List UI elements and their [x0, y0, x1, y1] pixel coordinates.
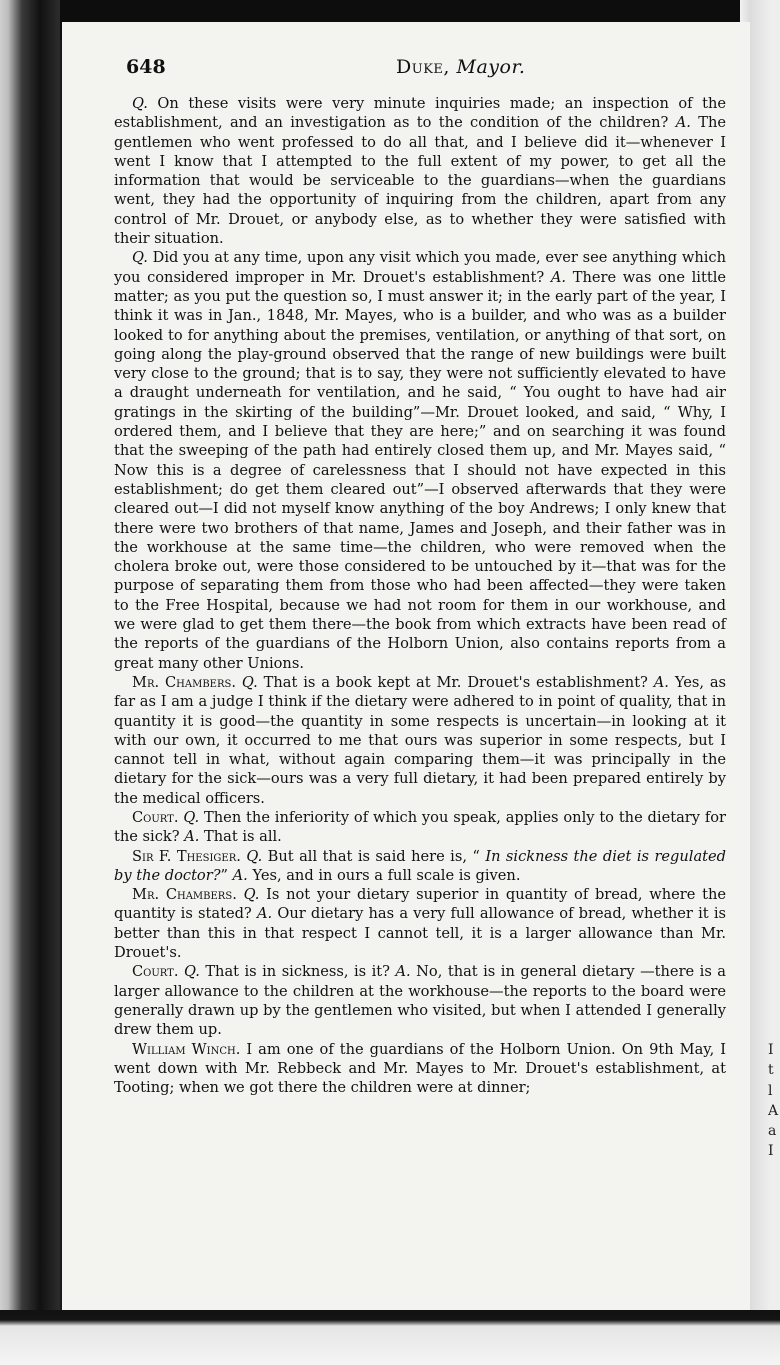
- book-spine-shadow: [0, 0, 60, 1365]
- paragraph: [114, 808, 726, 847]
- page-number: 648: [126, 56, 166, 78]
- speaker-name: Court.: [132, 808, 179, 826]
- italic-text: Q.: [183, 963, 200, 981]
- facing-page-fragment: l: [768, 1082, 773, 1099]
- paragraph: [114, 248, 726, 673]
- italic-text: Q.: [241, 673, 258, 691]
- book-page: [62, 22, 750, 1312]
- italic-text: Q.: [132, 249, 148, 267]
- italic-text: A.: [256, 905, 273, 923]
- text-run: But all that is said here is, “: [262, 847, 486, 865]
- facing-page-fragment: I: [768, 1042, 774, 1058]
- paragraph: [114, 94, 726, 248]
- italic-text: In sickness the diet is regulated by the doctor?: [114, 847, 727, 884]
- text-run: On these visits were very minute inquiries made; an inspection of the establishment, and an investigation as to the condition of the children?: [114, 95, 726, 132]
- italic-text: Q.: [243, 886, 260, 904]
- text-run: Then the inferiority of which you speak, applies only to the dietary for the sick?: [114, 808, 726, 846]
- paragraph: [114, 1040, 726, 1098]
- text-run: There was one little matter; as you put the question so, I must answer it; in the early part of the year, I think it was in Jan., 1848, Mr. Mayes, who is a builder, and who was as a builder looked to for anything about the premises, ventilation, or anything of that sort, on going along the play-ground observed that the range of new buildings were built very close to the ground; that is to say, they were not sufficiently elevated to have a draught underneath for ventilation, and he said, “ You ought to have had air gratings in the skirting of the building”—Mr. Drouet looked, and said, “ Why, I ordered them, and I believe that they are here;” and on searching it was found that the sweeping of the path had entirely closed them up, and Mr. Mayes said, “ Now this is a degree of carelessness that I should not have expected in this establishment; do get them cleared out”—I observed afterwards that they were cleared out—I did not myself know anything of the boy Andrews; I only knew that there were two brothers of that name, James and Joseph, and their father was in the workhouse at the same time—the children, who were removed when the cholera broke out, were those considered to be untouched by it—that was for the purpose of separating them from those who had been affected—they were taken to the Free Hospital, because we had not room for them in our workhouse, and we were glad to get them there—the book from which extracts have been read of the reports of the guardians of the Holborn Union, also contains reports from a great many other Unions.: [114, 268, 726, 672]
- italic-text: A.: [232, 866, 248, 884]
- facing-page-fragment: A: [768, 1102, 779, 1119]
- paragraph: [114, 962, 726, 1039]
- text-run: That is all.: [199, 828, 282, 846]
- running-head: [114, 56, 726, 90]
- running-head-name: Duke,: [396, 56, 450, 78]
- text-run: The gentlemen who went professed to do all that, and I believe did it—whenever I went I know that I attempted to the full extent of my power, to get all the information that would be serviceable to the guardians—when the guardians went, they had the opportunity of inquiring from the children, apart from any control of Mr. Drouet, or anybody else, as to whether they were satisfied with their situation.: [114, 114, 726, 248]
- text-run: [237, 886, 244, 903]
- paragraph: [114, 673, 726, 808]
- book-bottom-edge: [0, 1310, 780, 1365]
- paragraph: [114, 885, 726, 962]
- paragraph: [114, 847, 726, 886]
- italic-text: Q.: [246, 847, 263, 865]
- facing-page-fragment: I: [768, 1143, 774, 1160]
- text-run: No, that is in general dietary —there is a larger allowance to the children at the workhouse—the reports to the board were generally drawn up by the gentlemen who visited, but when I attended I generally drew them up.: [114, 963, 727, 1039]
- facing-page-fragments: [768, 1040, 778, 1162]
- speaker-name: Mr. Chambers.: [132, 886, 237, 904]
- text-run: Yes, and in ours a full scale is given.: [247, 866, 521, 884]
- running-head-office: Mayor.: [456, 56, 526, 78]
- text-run: That is a book kept at Mr. Drouet's establishment?: [257, 673, 654, 691]
- facing-page-fragment: a: [768, 1123, 777, 1140]
- text-run: That is in sickness, is it?: [199, 963, 396, 981]
- italic-text: A.: [653, 673, 669, 691]
- speaker-name: William Winch.: [132, 1040, 241, 1058]
- italic-text: A.: [395, 963, 411, 981]
- text-run: I am one of the guardians of the Holborn Union. On 9th May, I went down with Mr. Rebbeck and Mr. Mayes to Mr. Drouet's establishment, at Tooting; when we got there the children were at dinner;: [114, 1040, 726, 1097]
- italic-text: A.: [675, 114, 691, 132]
- italic-text: A.: [550, 268, 567, 286]
- body-text: [114, 94, 726, 1097]
- text-run: Did you at any time, upon any visit which you made, ever see anything which you considered improper in Mr. Drouet's establishment?: [114, 249, 726, 286]
- speaker-name: Court.: [132, 963, 179, 981]
- italic-text: Q.: [183, 808, 200, 826]
- italic-text: Q.: [132, 95, 148, 112]
- running-head-title: [396, 56, 525, 78]
- text-run: Is not your dietary superior in quantity of bread, where the quantity is stated?: [114, 886, 727, 923]
- text-run: Our dietary has a very full allowance of bread, whether it is better than this in that respect I cannot tell, it is a larger allowance than Mr. Drouet's.: [114, 905, 726, 962]
- speaker-name: Sir F. Thesiger.: [132, 847, 241, 865]
- italic-text: A.: [184, 828, 200, 846]
- facing-page-fragment: t: [768, 1062, 774, 1079]
- speaker-name: Mr. Chambers.: [132, 673, 237, 691]
- text-run: ”: [220, 866, 233, 884]
- text-run: Yes, as far as I am a judge I think if the dietary were adhered to in point of quality, that in quantity it is good—the quantity in some respects is uncertain—in looking at it with our own, it occurred to me that ours was superior in some respects, but I cannot tell in what, without again comparing them—it was principally in the dietary for the sick—ours was a very full dietary, it had been prepared entirely by the medical officers.: [114, 673, 727, 807]
